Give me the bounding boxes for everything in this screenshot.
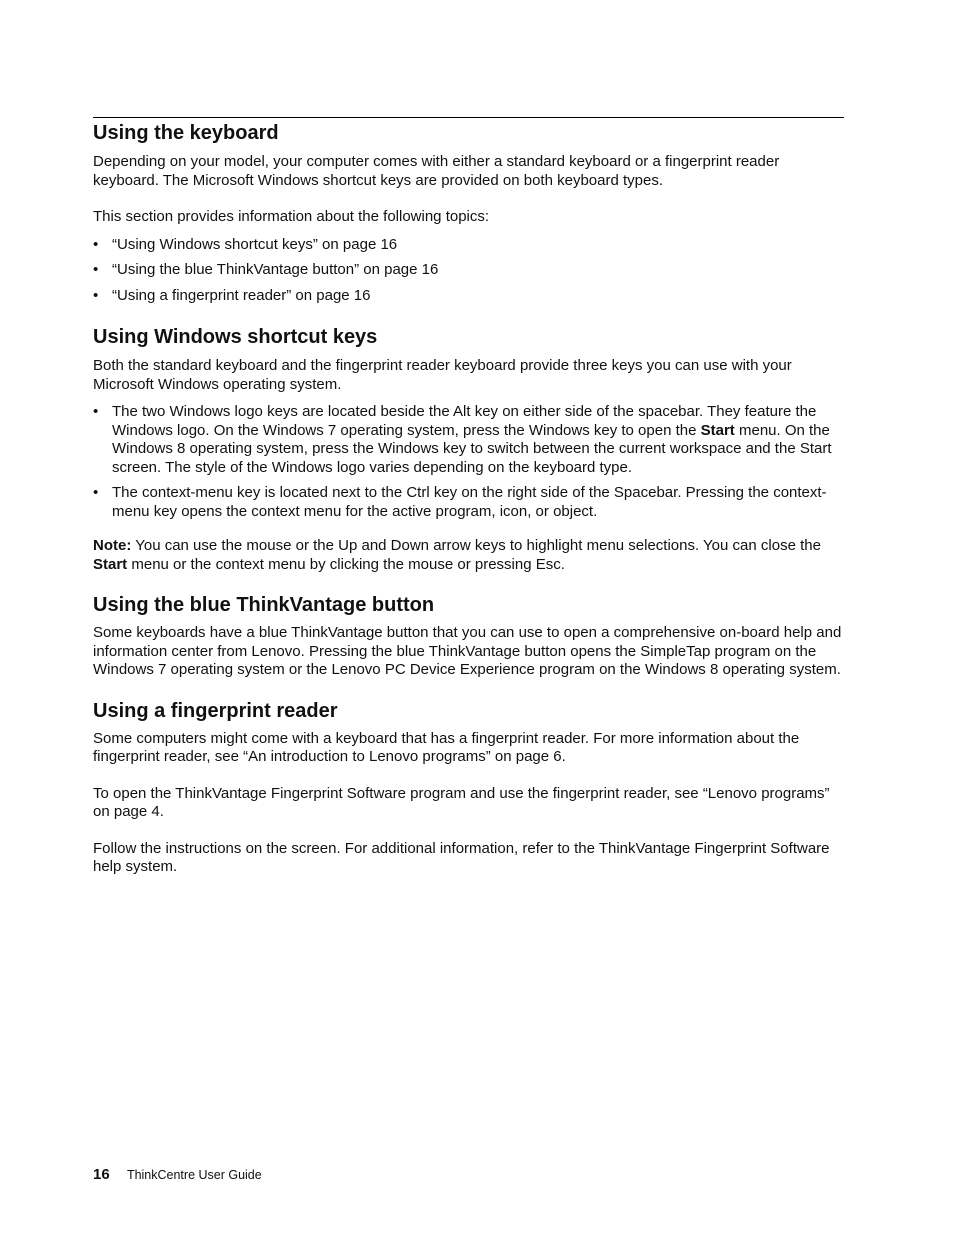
list-item xyxy=(93,403,844,477)
topic-link-thinkvantage-button[interactable]: “Using the blue ThinkVantage button” on page 16 xyxy=(112,261,439,278)
section-heading-thinkvantage-button: Using the blue ThinkVantage button xyxy=(93,594,435,616)
note-text: You can use the mouse or the Up and Down arrow keys to highlight menu selections. You can close the xyxy=(131,537,821,554)
bullet: • xyxy=(93,235,99,253)
bullet-text: menu. On the Windows 8 operating system, press the Windows key to switch between the current workspace and the Start screen. The style of the Windows logo varies depending on the keyboard type. xyxy=(112,421,832,476)
bullet: • xyxy=(93,286,99,304)
list-item xyxy=(93,261,844,280)
document-title: ThinkCentre User Guide xyxy=(126,1168,262,1182)
paragraph: To open the ThinkVantage Fingerprint Software program and use the fingerprint reader, see “Lenovo programs” on page 4. xyxy=(93,784,830,820)
bold-term: Start xyxy=(93,555,128,573)
page-number: 16 xyxy=(93,1166,110,1183)
paragraph: Some computers might come with a keyboard that has a fingerprint reader. For more information about the fingerprint reader, see “An introduction to Lenovo programs” on page 6. xyxy=(93,729,800,765)
topic-list xyxy=(93,236,844,306)
bold-term: Start xyxy=(700,421,735,439)
bullet-text: The context-menu key is located next to the Ctrl key on the right side of the Spacebar. Pressing the context-menu key opens the context menu for the active program, icon, or object. xyxy=(112,484,827,520)
bullet: • xyxy=(93,261,99,278)
section-heading-keyboard: Using the keyboard xyxy=(93,122,279,144)
bullet: • xyxy=(93,403,99,420)
list-item xyxy=(93,287,844,306)
topic-link-shortcut-keys[interactable]: “Using Windows shortcut keys” on page 16 xyxy=(112,235,398,253)
paragraph: Follow the instructions on the screen. For additional information, refer to the ThinkVantage Fingerprint Software help system. xyxy=(93,839,830,875)
note-text: menu or the context menu by clicking the mouse or pressing Esc. xyxy=(127,555,565,573)
paragraph: Some keyboards have a blue ThinkVantage button that you can use to open a comprehensive on-board help and information center from Lenovo. Pressing the blue ThinkVantage button opens the SimpleTap program on the Windows 7 operating system or the Lenovo PC Device Experience program on the Windows 8 operating system. xyxy=(93,624,842,678)
shortcut-key-list xyxy=(93,403,844,521)
bullet-text: The two Windows logo keys are located beside the Alt key on either side of the spacebar. They feature the Windows logo. On the Windows 7 operating system, press the Windows key to open the xyxy=(112,403,817,439)
topic-link-fingerprint-reader[interactable]: “Using a fingerprint reader” on page 16 xyxy=(112,286,371,304)
section-heading-fingerprint-reader: Using a fingerprint reader xyxy=(93,699,338,722)
list-item xyxy=(93,484,844,521)
paragraph: Depending on your model, your computer comes with either a standard keyboard or a fingerprint reader keyboard. The Microsoft Windows shortcut keys are provided on both keyboard types. xyxy=(93,153,780,189)
page-footer xyxy=(93,1166,262,1183)
section-heading-shortcut-keys: Using Windows shortcut keys xyxy=(93,326,378,348)
paragraph: Both the standard keyboard and the fingerprint reader keyboard provide three keys you can use with your Microsoft Windows operating system. xyxy=(93,357,792,393)
note-label: Note: xyxy=(93,537,132,554)
note-paragraph xyxy=(93,537,844,574)
list-item xyxy=(93,236,844,255)
bullet: • xyxy=(93,484,99,501)
paragraph: This section provides information about the following topics: xyxy=(93,208,490,225)
page-content xyxy=(93,117,844,877)
